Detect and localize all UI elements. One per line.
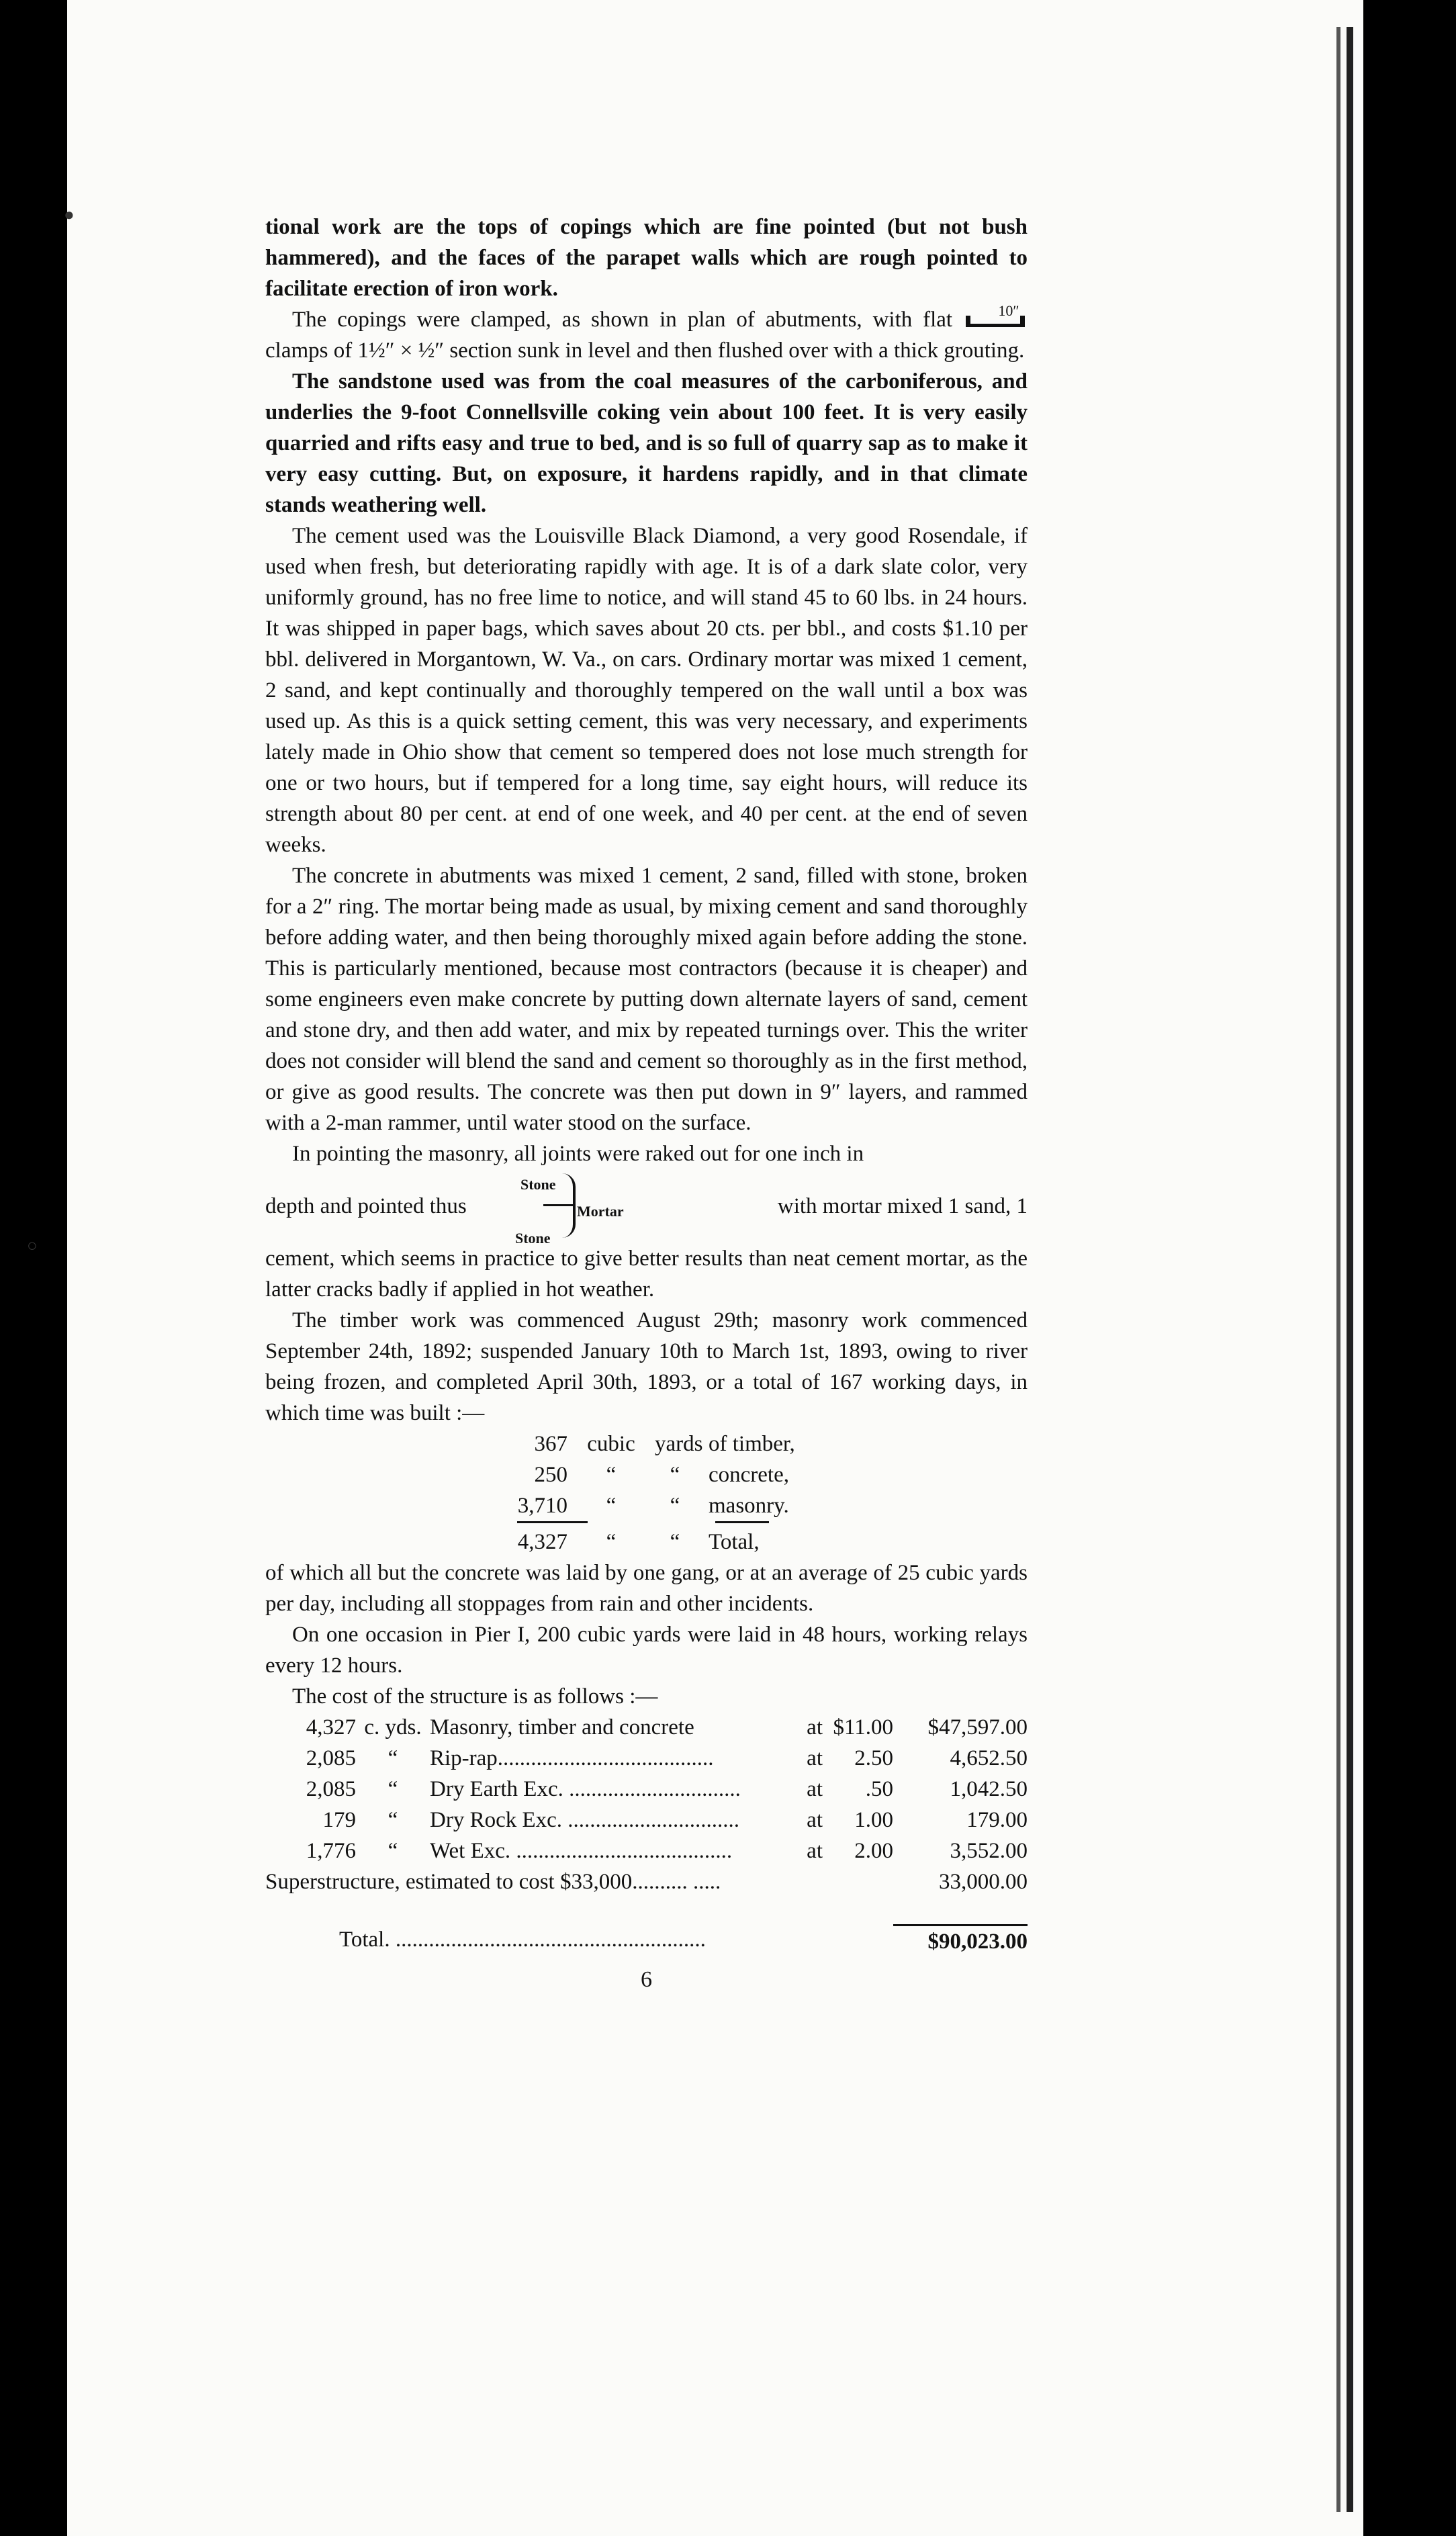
paragraph-9: On one occasion in Pier I, 200 cubic yards were laid in 48 hours, working relays every 12 hours. <box>265 1623 1028 1678</box>
margin-speck: ● <box>64 205 75 224</box>
cost-amount: 4,652.50 <box>950 1746 1028 1770</box>
clamp-figure <box>966 302 1025 327</box>
quantity-unit: yards <box>655 1432 703 1456</box>
quantity-row <box>453 1459 829 1490</box>
superstructure-amount: 33,000.00 <box>939 1870 1028 1894</box>
cost-unit: “ <box>388 1808 398 1832</box>
joint-brace <box>559 1173 576 1238</box>
quantity-row-total <box>453 1527 829 1557</box>
joint-label-top: Stone <box>520 1176 556 1193</box>
page-number: 6 <box>641 1967 652 1992</box>
cost-quantity: 2,085 <box>306 1746 356 1770</box>
cost-quantity: 4,327 <box>306 1715 356 1739</box>
cost-amount: 3,552.00 <box>950 1839 1028 1863</box>
cost-table <box>265 1712 1028 1955</box>
paragraph-5: The concrete in abutments was mixed 1 cement, 2 sand, filled with stone, broken for a 2″ ring. The mortar being made as usual, by mixing cement and sand thoroughly before adding water, and then being thoroughly mixed again before adding the stone. This is particularly mentioned, because most contractors (because it is cheaper) and some engineers even make concrete by putting down alternate layers of sand, cement and stone dry, and then add water, and mix by repeated turnings over. This the writer does not consider will blend the sand and cement so thoroughly as in the first method, or give as good results. The concrete was then put down in 9″ layers, and rammed with a 2-man rammer, until water stood on the surface. <box>265 864 1028 1135</box>
cost-description: Wet Exc. ....................................... <box>430 1839 733 1863</box>
quantity-unit: “ <box>670 1530 680 1554</box>
cost-rate: $11.00 <box>833 1715 893 1739</box>
cost-quantity: 1,776 <box>306 1839 356 1863</box>
cost-description: Rip-rap....................................... <box>430 1746 714 1770</box>
quantity-number: 4,327 <box>517 1530 567 1554</box>
paragraph-3: The sandstone used was from the coal measures of the carboniferous, and underlies the 9-foot Connellsville coking vein about 100 feet. It is very easily quarried and rifts easy and true to bed, and is so full of quarry sap as to make it very easy cutting. But, on exposure, it hardens rapidly, and in that climate stands weathering well. <box>265 369 1028 517</box>
cost-rate: .50 <box>865 1777 893 1801</box>
quantity-item: Total, <box>709 1530 760 1554</box>
superstructure-label: Superstructure, estimated to cost $33,000.......... ..... <box>265 1870 721 1894</box>
joint-pointing-figure <box>507 1169 682 1247</box>
quantity-item: masonry. <box>709 1494 789 1518</box>
clamp-figure-label: 10″ <box>998 302 1019 319</box>
paragraph-6-rest: cement, which seems in practice to give better results than neat cement mortar, as the latter cracks badly if applied in hot weather. <box>265 1247 1028 1302</box>
total-label: Total. ........................................................ <box>339 1928 706 1952</box>
cost-amount: $47,597.00 <box>927 1715 1028 1739</box>
quantity-unit: cubic <box>587 1432 635 1456</box>
cost-unit: “ <box>388 1777 398 1801</box>
cost-description: Masonry, timber and concrete <box>430 1715 694 1739</box>
paragraph-1: tional work are the tops of copings which are fine pointed (but not bush hammered), and the faces of the parapet walls which are rough pointed to facilitate erection of iron work. <box>265 215 1028 301</box>
cost-at: at <box>807 1839 823 1863</box>
paragraph-2 <box>265 304 1028 366</box>
cost-rate: 2.00 <box>854 1839 893 1863</box>
quantity-unit: “ <box>606 1463 617 1487</box>
paragraph-6-first: In pointing the masonry, all joints were raked out for one inch in <box>292 1142 864 1166</box>
quantity-row <box>453 1490 829 1521</box>
paragraph-4: The cement used was the Louisville Black Diamond, a very good Rosendale, if used when fresh, but deteriorating rapidly with age. It is of a dark slate color, very uniformly ground, has no free lime to notice, and will stand 45 to 60 lbs. in 24 hours. It was shipped in paper bags, which saves about 20 cts. per bbl., and costs $1.10 per bbl. delivered in Morgantown, W. Va., on cars. Ordinary mortar was mixed 1 cement, 2 sand, and kept continually and thoroughly tempered on the wall until a box was used up. As this is a quick setting cement, this was very necessary, and experiments lately made in Ohio show that cement so tempered does not lose much strength for one or two hours, but if tempered for a long time, say eight hours, will reduce its strength about 80 per cent. at end of one week, and 40 per cent. at the end of seven weeks. <box>265 524 1028 857</box>
paragraph-6-right: with mortar mixed 1 sand, 1 <box>777 1194 1028 1218</box>
quantity-number: 250 <box>534 1463 567 1487</box>
cost-row <box>265 1743 1028 1774</box>
cost-description: Dry Earth Exc. ............................... <box>430 1777 741 1801</box>
cost-row <box>265 1774 1028 1805</box>
cost-row-superstructure <box>265 1866 1028 1897</box>
page-edge <box>1336 27 1340 2512</box>
paragraph-6-left: depth and pointed thus <box>265 1194 467 1218</box>
paragraph-2-before: The copings were clamped, as shown in plan of abutments, with flat <box>292 308 953 332</box>
page-edge-shadow <box>1347 27 1353 2512</box>
paragraph-8: of which all but the concrete was laid by one gang, or at an average of 25 cubic yards per day, including all stoppages from rain and other incidents. <box>265 1561 1028 1616</box>
cost-at: at <box>807 1777 823 1801</box>
cost-unit: “ <box>388 1746 398 1770</box>
paragraph-7: The timber work was commenced August 29th; masonry work commenced September 24th, 1892; suspended January 10th to March 1st, 1893, owing to river being frozen, and completed April 30th, 1893, or a total of 167 working days, in which time was built :— <box>265 1308 1028 1425</box>
cost-unit: c. yds. <box>364 1715 422 1739</box>
cost-quantity: 2,085 <box>306 1777 356 1801</box>
cost-amount: 1,042.50 <box>950 1777 1028 1801</box>
cost-row <box>265 1712 1028 1743</box>
quantity-unit: “ <box>670 1463 680 1487</box>
quantities-table <box>453 1429 829 1557</box>
quantity-unit: “ <box>606 1530 617 1554</box>
joint-label-bottom: Stone <box>515 1230 551 1247</box>
cost-row <box>265 1805 1028 1836</box>
quantity-item: of timber, <box>709 1432 795 1456</box>
paragraph-2-after: clamps of 1½″ × ½″ section sunk in level and then flushed over with a thick grouting. <box>265 338 1025 363</box>
quantity-total-rule <box>453 1521 829 1527</box>
cost-rate: 2.50 <box>854 1746 893 1770</box>
quantity-unit: “ <box>670 1494 680 1518</box>
text-column <box>265 212 1028 1995</box>
quantity-number: 367 <box>534 1432 567 1456</box>
cost-description: Dry Rock Exc. ............................... <box>430 1808 740 1832</box>
quantity-row <box>453 1429 829 1459</box>
total-amount: $90,023.00 <box>893 1924 1028 1955</box>
cost-quantity: 179 <box>322 1808 356 1832</box>
quantity-unit: “ <box>606 1494 617 1518</box>
quantity-number: 3,710 <box>517 1494 567 1518</box>
cost-unit: “ <box>388 1839 398 1863</box>
cost-rate: 1.00 <box>854 1808 893 1832</box>
cost-at: at <box>807 1746 823 1770</box>
cost-at: at <box>807 1808 823 1832</box>
quantity-item: concrete, <box>709 1463 789 1487</box>
joint-label-middle: Mortar <box>577 1203 624 1220</box>
joint-line <box>265 1169 1028 1247</box>
cost-total-row <box>265 1924 1028 1955</box>
cost-amount: 179.00 <box>966 1808 1028 1832</box>
margin-speck: ○ <box>27 1236 38 1255</box>
cost-row <box>265 1836 1028 1866</box>
cost-at: at <box>807 1715 823 1739</box>
paragraph-10: The cost of the structure is as follows :— <box>292 1684 658 1709</box>
